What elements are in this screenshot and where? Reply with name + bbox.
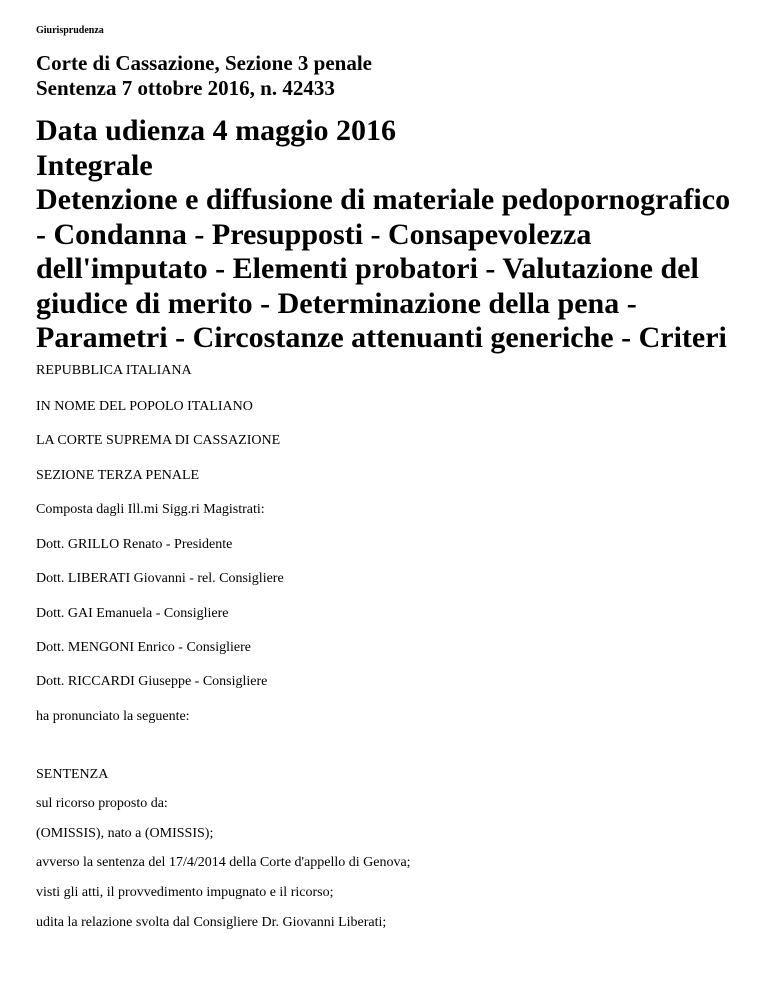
subject-line: Parametri - Circostanze attenuanti generiche - Criteri	[36, 321, 727, 354]
hearing-date: Data udienza 4 maggio 2016	[36, 114, 396, 147]
category-label: Giurisprudenza	[36, 25, 104, 36]
body-line: avverso la sentenza del 17/4/2014 della Corte d'appello di Genova;	[36, 855, 411, 870]
court-heading: LA CORTE SUPREMA DI CASSAZIONE	[36, 433, 281, 448]
text-type: Integrale	[36, 148, 153, 182]
magistrate-line: Dott. GRILLO Renato - Presidente	[36, 537, 233, 552]
people-heading: IN NOME DEL POPOLO ITALIANO	[36, 399, 253, 414]
body-line: udita la relazione svolta dal Consigliere Dr. Giovanni Liberati;	[36, 915, 387, 930]
subject-line: dell'imputato - Elementi probatori - Valutazione del	[36, 252, 699, 285]
sentence-heading: SENTENZA	[36, 767, 109, 782]
republic-heading: REPUBBLICA ITALIANA	[36, 363, 192, 378]
headline	[36, 114, 756, 356]
body-line: visti gli atti, il provvedimento impugnato e il ricorso;	[36, 885, 334, 900]
court-name: Corte di Cassazione, Sezione 3 penale	[36, 51, 372, 75]
court-header	[36, 51, 372, 101]
subject-line: giudice di merito - Determinazione della pena -	[36, 286, 637, 320]
body-line: (OMISSIS), nato a (OMISSIS);	[36, 826, 214, 841]
magistrate-line: Dott. MENGONI Enrico - Consigliere	[36, 640, 252, 655]
pronouncement-line: ha pronunciato la seguente:	[36, 709, 190, 724]
subject-line: - Condanna - Presupposti - Consapevolezza	[36, 217, 592, 251]
magistrate-line: Dott. RICCARDI Giuseppe - Consigliere	[36, 674, 268, 689]
composition-label: Composta dagli Ill.mi Sigg.ri Magistrati:	[36, 502, 265, 517]
magistrate-line: Dott. GAI Emanuela - Consigliere	[36, 606, 229, 621]
sentence-reference: Sentenza 7 ottobre 2016, n. 42433	[36, 76, 335, 100]
section-heading: SEZIONE TERZA PENALE	[36, 468, 200, 483]
subject-line: Detenzione e diffusione di materiale pedopornografico	[36, 183, 731, 216]
body-line: sul ricorso proposto da:	[36, 796, 168, 811]
magistrate-line: Dott. LIBERATI Giovanni - rel. Consigliere	[36, 571, 284, 586]
